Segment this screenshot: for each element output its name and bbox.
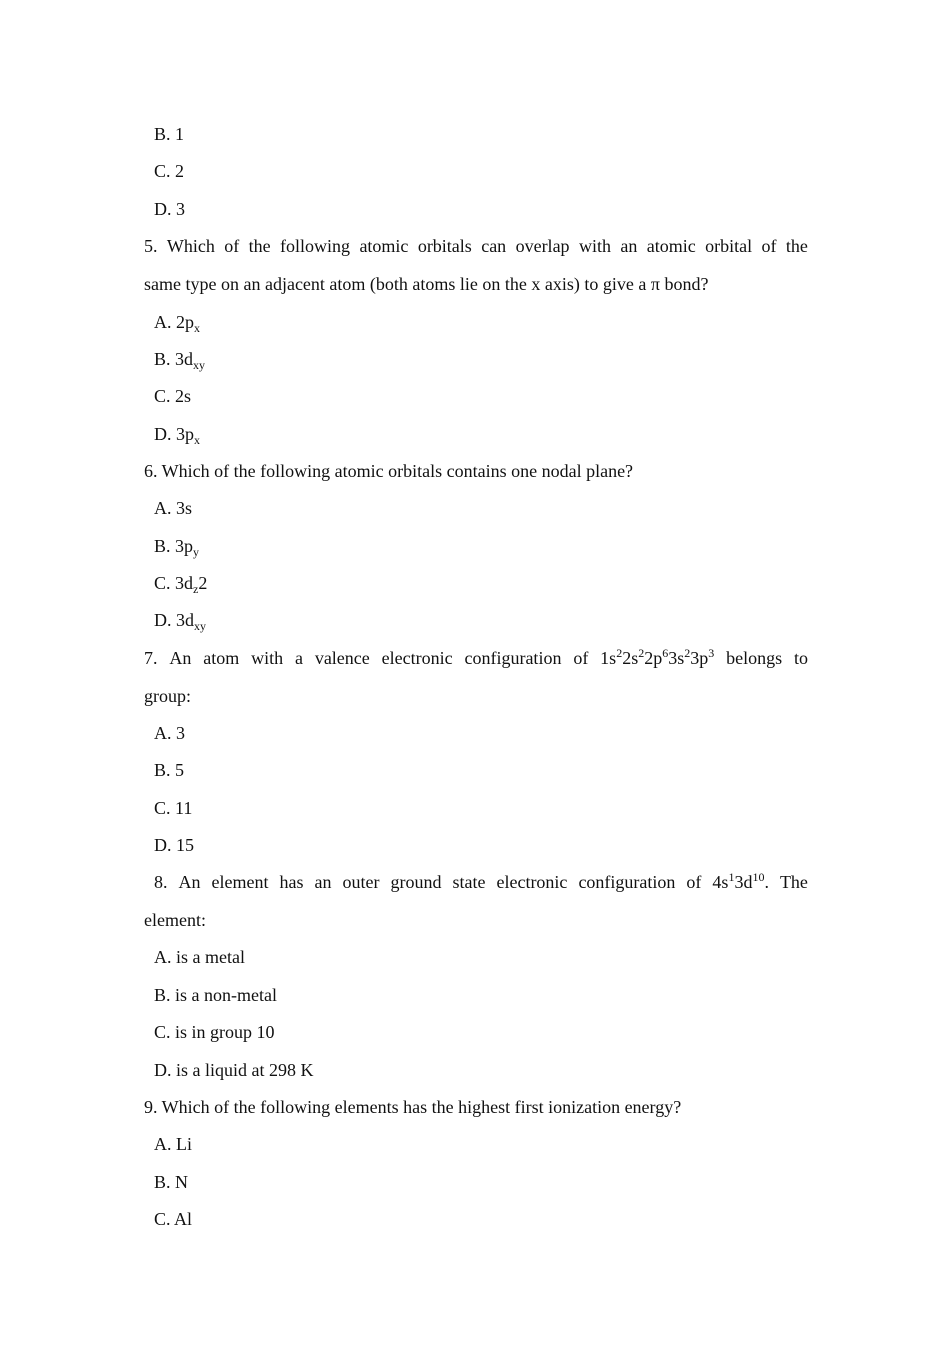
option-a: A. $2p_x$ — [154, 312, 200, 335]
option-d: D. 15 — [154, 835, 194, 855]
question-8-line-1: 8. An element has an outer ground state electronic configuration of $4s^13d^{10}$. The — [154, 870, 808, 892]
option-d: D. 3 — [154, 199, 185, 219]
option-b: B. 5 — [154, 760, 185, 780]
option-b: B. N — [154, 1172, 189, 1192]
option-c: C. $3d_z2$ — [154, 573, 208, 596]
option-d: D. is a liquid at 298 K — [154, 1060, 314, 1080]
option-c: C. 2s — [154, 386, 192, 406]
question-5-line-1: 5. Which of the following atomic orbitals can overlap with an atomic orbital of the — [144, 236, 808, 256]
question-5-line-2: same type on an adjacent atom (both atoms lie on the x axis) to give a π bond? — [144, 274, 709, 294]
option-c: C. 11 — [154, 798, 193, 818]
option-c: C. 2 — [154, 161, 185, 181]
question-7-line-1: 7. An atom with a valence electronic configuration of $1s^22s^22p^63s^23p^3$ belongs to — [144, 646, 808, 668]
electron-configuration: $4s^13d^{10}$. — [712, 870, 769, 892]
option-b: B. 1 — [154, 124, 185, 144]
option-b: B. $3d_{xy}$ — [154, 349, 206, 372]
option-a: A. 3s — [154, 498, 193, 518]
option-c: C. Al — [154, 1209, 193, 1229]
option-d: D. $3d_{xy}$ — [154, 610, 206, 633]
question-8-line-2: element: — [144, 910, 206, 930]
question-7-line-2: group: — [144, 686, 191, 706]
question-9: 9. Which of the following elements has the highest first ionization energy? — [144, 1097, 682, 1117]
option-d: D. $3p_x$ — [154, 424, 200, 447]
option-a: A. is a metal — [154, 947, 245, 967]
question-6: 6. Which of the following atomic orbitals contains one nodal plane? — [144, 461, 634, 481]
electron-configuration: $1s^22s^22p^63s^23p^3$ — [600, 646, 715, 668]
option-b: B. $3p_y$ — [154, 536, 200, 559]
option-a: A. Li — [154, 1134, 192, 1154]
option-c: C. is in group 10 — [154, 1022, 275, 1042]
option-b: B. is a non-metal — [154, 985, 277, 1005]
option-a: A. 3 — [154, 723, 185, 743]
